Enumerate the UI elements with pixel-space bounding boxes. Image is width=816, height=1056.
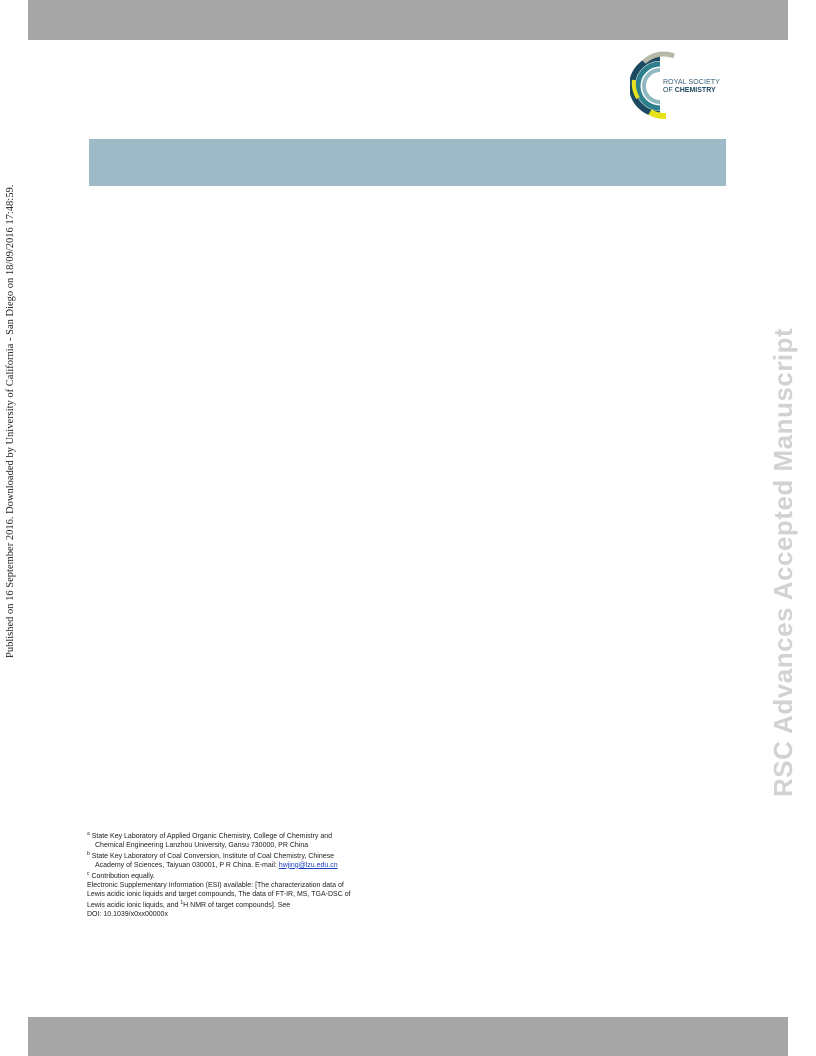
title-band — [89, 139, 726, 186]
esi-note: Electronic Supplementary Information (ESI) available: [The characterization data of Lewis acidic ionic liquids and target compounds, The data of FT-IR, MS, TGA-DSC of Lewis acidic ionic liquids, and $^1$H NMR of target compounds]. See DOI: 10.1039/x0xx00000x — [87, 881, 351, 918]
header-bar — [28, 0, 788, 40]
accepted-manuscript-watermark: RSC Advances Accepted Manuscript — [768, 327, 798, 797]
footnote-b: $^b$ State Key Laboratory of Coal Conversion, Institute of Coal Chemistry, Chinese Academy of Sciences, Taiyuan 030001, P R China. E-mail: hwjing@lzu.edu.cn — [87, 851, 338, 869]
logo-text-line1: ROYAL SOCIETY — [663, 79, 720, 86]
footnotes — [87, 830, 407, 919]
logo-text-line2: OF CHEMISTRY — [663, 87, 716, 94]
published-side-text: Published on 16 September 2016. Downloaded by University of California - San Diego on 18/09/2016 17:48:59. — [5, 184, 16, 658]
rsc-logo — [630, 50, 734, 120]
footnote-a: $^a$ State Key Laboratory of Applied Organic Chemistry, College of Chemistry and Chemical Engineering Lanzhou University, Gansu 730000, PR China — [87, 831, 333, 849]
footnote-c: $^c$ Contribution equally. — [87, 871, 155, 881]
doi-text: DOI: 10.1039/x0xx00000x — [87, 910, 168, 918]
email-link[interactable]: hwjing@lzu.edu.cn — [278, 861, 338, 869]
footer-bar — [28, 1017, 788, 1056]
